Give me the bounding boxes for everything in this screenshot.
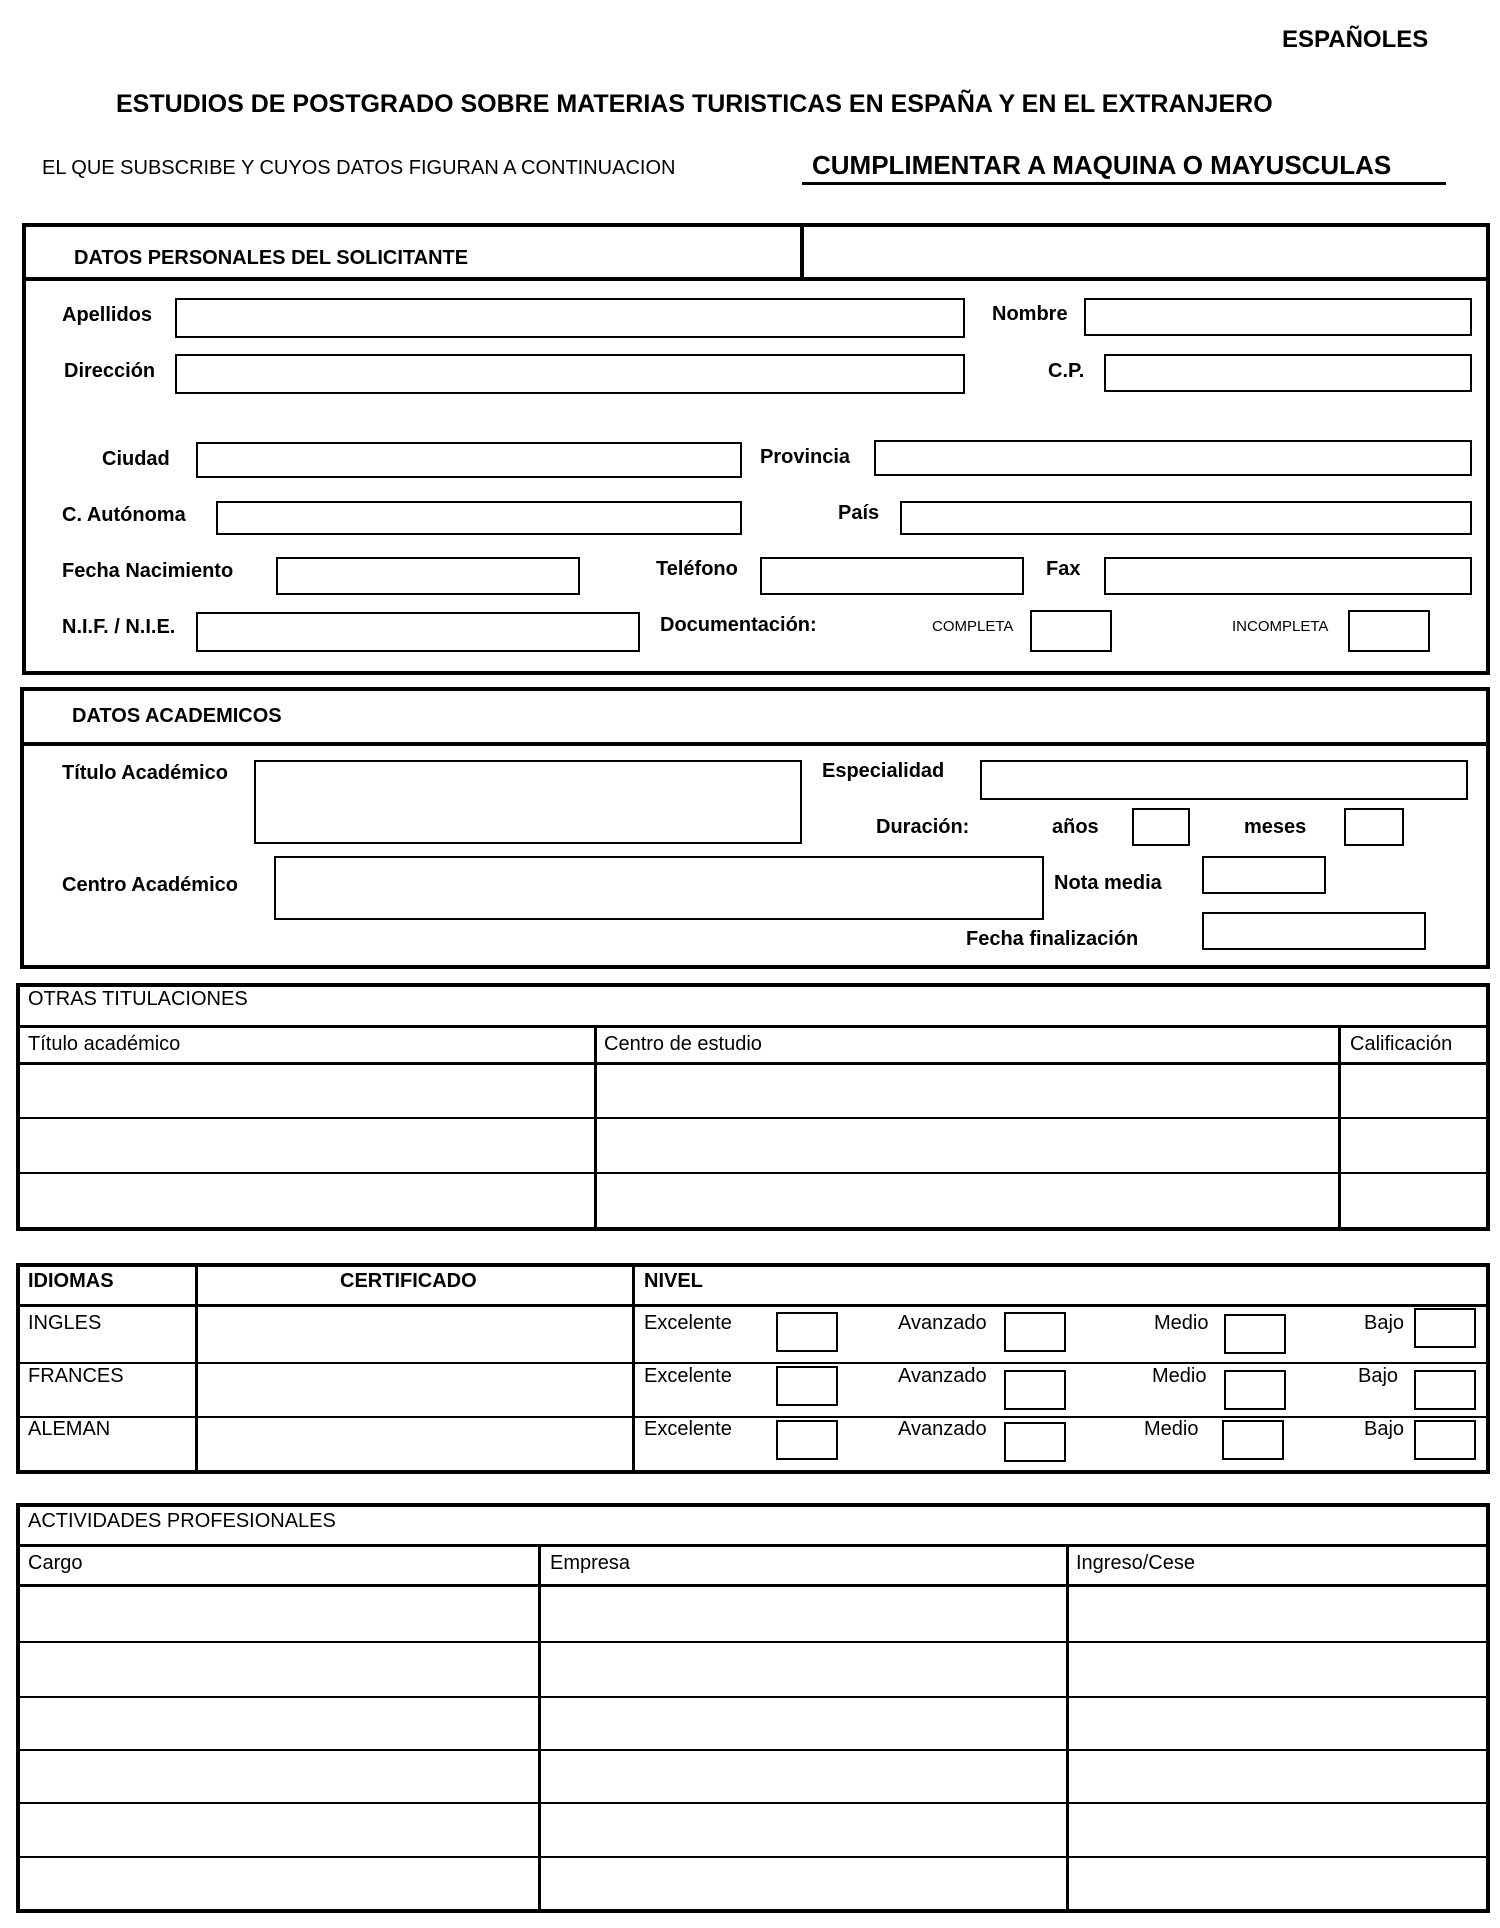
cp-field[interactable] [1104, 354, 1472, 392]
ingles-avanzado-checkbox[interactable] [1004, 1312, 1066, 1352]
completa-label: COMPLETA [932, 618, 1014, 635]
actividades-row-divider-2 [16, 1696, 1490, 1698]
ingles-excelente-checkbox[interactable] [776, 1312, 838, 1352]
otras-row-divider-1 [16, 1117, 1490, 1119]
frances-bajo-checkbox[interactable] [1414, 1370, 1476, 1410]
frances-excelente-label: Excelente [644, 1365, 732, 1387]
incompleta-checkbox[interactable] [1348, 610, 1430, 652]
idiomas-header-divider [16, 1304, 1490, 1307]
ingles-excelente-label: Excelente [644, 1312, 732, 1334]
actividades-col-ingreso-cese: Ingreso/Cese [1076, 1552, 1195, 1574]
nivel-header: NIVEL [644, 1270, 703, 1292]
academic-header-divider [20, 742, 1490, 746]
ingles-bajo-checkbox[interactable] [1414, 1308, 1476, 1348]
frances-excelente-checkbox[interactable] [776, 1366, 838, 1406]
subscriber-text: EL QUE SUBSCRIBE Y CUYOS DATOS FIGURAN A CONTINUACION [42, 157, 676, 179]
pais-label: País [838, 502, 880, 524]
nif-field[interactable] [196, 612, 640, 652]
nif-label: N.I.F. / N.I.E. [62, 616, 176, 638]
otras-row-2-titulo-cell[interactable] [20, 1120, 592, 1170]
provincia-label: Provincia [760, 446, 851, 468]
actividades-section-title: ACTIVIDADES PROFESIONALES [28, 1510, 336, 1532]
centro-academico-label: Centro Académico [62, 874, 238, 896]
especialidad-field[interactable] [980, 760, 1468, 800]
certificado-header: CERTIFICADO [340, 1270, 477, 1292]
otras-row-divider-2 [16, 1172, 1490, 1174]
ciudad-field[interactable] [196, 442, 742, 478]
actividades-col-empresa: Empresa [550, 1552, 631, 1574]
otras-col-divider-2 [1338, 1025, 1341, 1231]
cp-label: C.P. [1048, 360, 1085, 382]
actividades-row-divider-3 [16, 1749, 1490, 1751]
anos-field[interactable] [1132, 808, 1190, 846]
academic-section-title: DATOS ACADEMICOS [72, 705, 282, 727]
ingles-medio-checkbox[interactable] [1224, 1314, 1286, 1354]
frances-bajo-label: Bajo [1358, 1365, 1399, 1387]
provincia-field[interactable] [874, 440, 1472, 476]
idioma-ingles: INGLES [28, 1312, 102, 1334]
completa-checkbox[interactable] [1030, 610, 1112, 652]
otras-divider-1 [16, 1025, 1490, 1028]
actividades-col-divider-1 [538, 1544, 541, 1913]
personal-header-split [800, 223, 804, 279]
ingles-medio-label: Medio [1154, 1312, 1209, 1334]
actividades-col-divider-2 [1066, 1544, 1069, 1913]
idioma-frances: FRANCES [28, 1365, 124, 1387]
actividades-row-divider-5 [16, 1856, 1490, 1858]
aleman-avanzado-checkbox[interactable] [1004, 1422, 1066, 1462]
actividades-row-divider-1 [16, 1641, 1490, 1643]
otras-section-title: OTRAS TITULACIONES [28, 988, 248, 1010]
otras-col-centro: Centro de estudio [604, 1033, 762, 1055]
telefono-field[interactable] [760, 557, 1024, 595]
incompleta-label: INCOMPLETA [1232, 618, 1329, 635]
idiomas-col-divider-1 [195, 1263, 198, 1474]
aleman-medio-checkbox[interactable] [1222, 1420, 1284, 1460]
idiomas-row-divider-1 [16, 1362, 1490, 1364]
apellidos-label: Apellidos [62, 304, 153, 326]
frances-medio-checkbox[interactable] [1224, 1370, 1286, 1410]
actividades-section [16, 1503, 1490, 1913]
instruction-text: CUMPLIMENTAR A MAQUINA O MAYUSCULAS [812, 150, 1392, 180]
otras-col-divider-1 [594, 1025, 597, 1231]
centro-academico-field[interactable] [274, 856, 1044, 920]
aleman-medio-label: Medio [1144, 1418, 1199, 1440]
titulo-academico-field[interactable] [254, 760, 802, 844]
fax-field[interactable] [1104, 557, 1472, 595]
page-title: ESTUDIOS DE POSTGRADO SOBRE MATERIAS TURISTICAS EN ESPAÑA Y EN EL EXTRANJERO [116, 90, 1273, 118]
nombre-label: Nombre [992, 303, 1068, 325]
especialidad-label: Especialidad [822, 760, 945, 782]
nota-media-field[interactable] [1202, 856, 1326, 894]
meses-label: meses [1244, 816, 1307, 838]
actividades-col-cargo: Cargo [28, 1552, 83, 1574]
actividades-row-1-ingreso-cell[interactable] [1070, 1588, 1486, 1640]
fecha-finalizacion-label: Fecha finalización [966, 928, 1139, 950]
actividades-row-1-cargo-cell[interactable] [20, 1588, 536, 1640]
ingles-avanzado-label: Avanzado [898, 1312, 987, 1334]
apellidos-field[interactable] [175, 298, 965, 338]
direccion-field[interactable] [175, 354, 965, 394]
frances-avanzado-checkbox[interactable] [1004, 1370, 1066, 1410]
frances-avanzado-label: Avanzado [898, 1365, 987, 1387]
fax-label: Fax [1046, 558, 1081, 580]
nombre-field[interactable] [1084, 298, 1472, 336]
c-autonoma-label: C. Autónoma [62, 504, 186, 526]
anos-label: años [1052, 816, 1099, 838]
idioma-aleman: ALEMAN [28, 1418, 111, 1440]
frances-medio-label: Medio [1152, 1365, 1207, 1387]
otras-col-titulo: Título académico [28, 1033, 181, 1055]
ciudad-label: Ciudad [102, 448, 170, 470]
direccion-label: Dirección [64, 360, 156, 382]
actividades-row-divider-4 [16, 1802, 1490, 1804]
otras-row-3-titulo-cell[interactable] [20, 1175, 592, 1227]
idiomas-row-divider-2 [16, 1416, 1490, 1418]
meses-field[interactable] [1344, 808, 1404, 846]
aleman-bajo-label: Bajo [1364, 1418, 1405, 1440]
otras-col-calificacion: Calificación [1350, 1033, 1453, 1055]
instruction-underline [802, 182, 1446, 185]
aleman-excelente-label: Excelente [644, 1418, 732, 1440]
titulo-academico-label: Título Académico [62, 762, 228, 784]
personal-section-title: DATOS PERSONALES DEL SOLICITANTE [74, 247, 469, 269]
idiomas-header: IDIOMAS [28, 1270, 114, 1292]
otras-divider-2 [16, 1062, 1490, 1065]
idiomas-col-divider-2 [632, 1263, 635, 1474]
aleman-bajo-checkbox[interactable] [1414, 1420, 1476, 1460]
c-autonoma-field[interactable] [216, 501, 742, 535]
fecha-nacimiento-field[interactable] [276, 557, 580, 595]
ingles-bajo-label: Bajo [1364, 1312, 1405, 1334]
actividades-divider-2 [16, 1584, 1490, 1587]
aleman-avanzado-label: Avanzado [898, 1418, 987, 1440]
documentacion-label: Documentación: [660, 614, 817, 636]
actividades-divider-1 [16, 1544, 1490, 1547]
personal-header-divider [22, 277, 1490, 281]
fecha-nacimiento-label: Fecha Nacimiento [62, 560, 234, 582]
category-label: ESPAÑOLES [1282, 26, 1429, 53]
actividades-row-1-empresa-cell[interactable] [542, 1588, 1064, 1640]
nota-media-label: Nota media [1054, 872, 1162, 894]
fecha-finalizacion-field[interactable] [1202, 912, 1426, 950]
pais-field[interactable] [900, 501, 1472, 535]
otras-row-1-titulo-cell[interactable] [20, 1066, 592, 1116]
duracion-label: Duración: [876, 816, 970, 838]
telefono-label: Teléfono [656, 558, 738, 580]
aleman-excelente-checkbox[interactable] [776, 1420, 838, 1460]
